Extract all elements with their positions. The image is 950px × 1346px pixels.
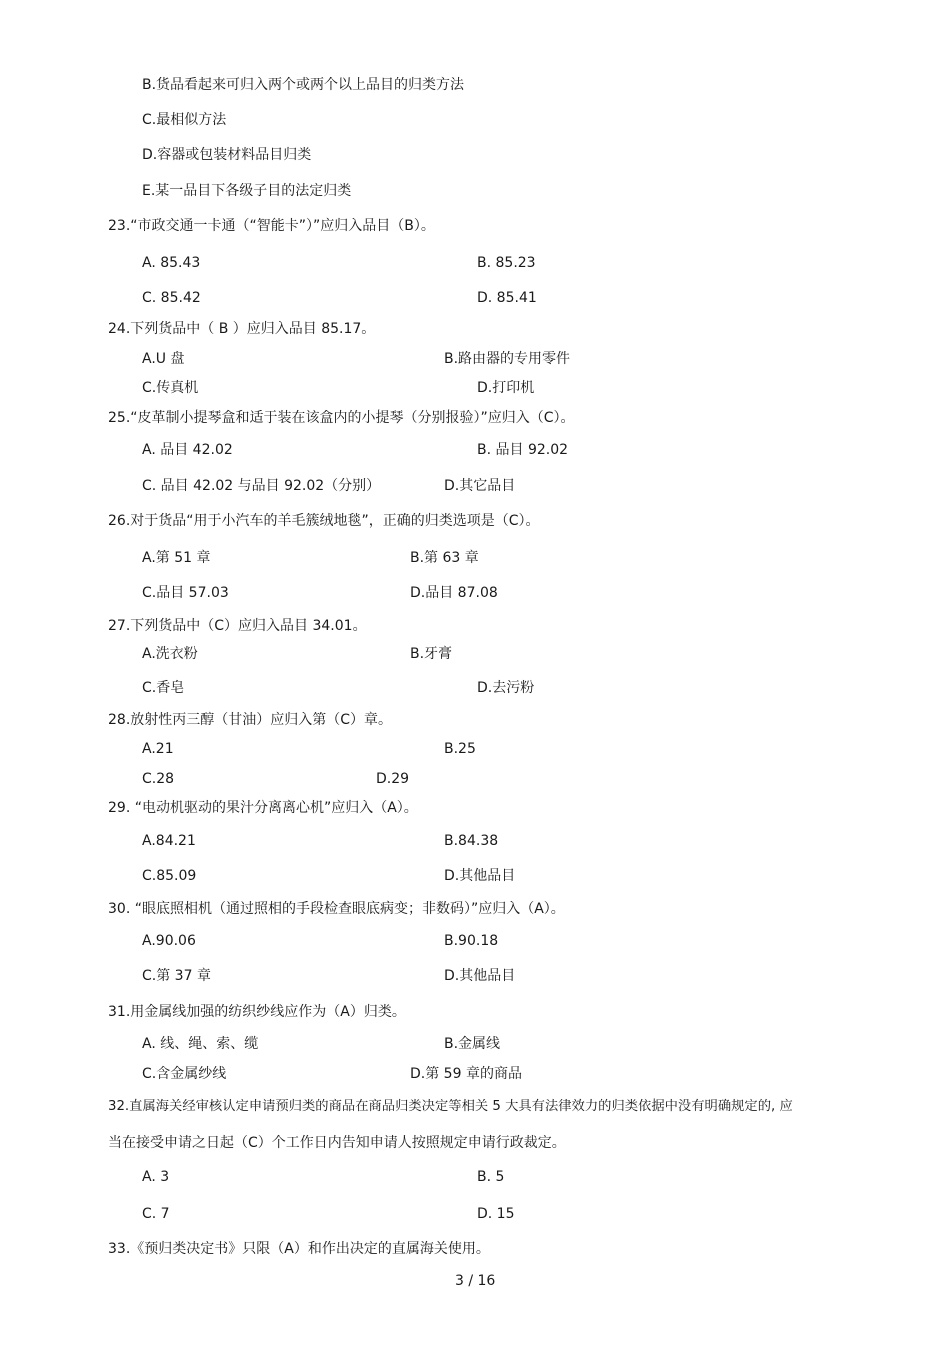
question-31-stem: 31.用金属线加强的纺织纱线应作为（A）归类。 — [108, 1004, 406, 1020]
option-d: D.容器或包装材料品目归类 — [142, 147, 312, 163]
q27-option-c: C.香皂 — [142, 680, 185, 696]
q23-option-a: A. 85.43 — [142, 255, 201, 271]
q27-option-a: A.洗衣粉 — [142, 646, 198, 662]
q30-option-d: D.其他品目 — [444, 968, 516, 984]
question-23-stem: 23.“市政交通一卡通（“智能卡”）”应归入品目（B）。 — [108, 218, 435, 234]
q31-option-d: D.第 59 章的商品 — [410, 1066, 522, 1082]
q30-option-c: C.第 37 章 — [142, 968, 211, 984]
q26-option-c: C.品目 57.03 — [142, 585, 229, 601]
q29-option-b: B.84.38 — [444, 833, 499, 849]
page-number: 3 / 16 — [455, 1273, 496, 1289]
option-e: E.某一品目下各级子目的法定归类 — [142, 183, 352, 199]
q29-option-d: D.其他品目 — [444, 868, 516, 884]
question-26-stem: 26.对于货品“用于小汽车的羊毛簇绒地毯”，正确的归类选项是（C）。 — [108, 513, 540, 529]
q25-option-b: B. 品目 92.02 — [477, 442, 569, 458]
q24-option-b: B.路由器的专用零件 — [444, 351, 571, 367]
q32-option-a: A. 3 — [142, 1169, 170, 1185]
question-33-stem: 33.《预归类决定书》只限（A）和作出决定的直属海关使用。 — [108, 1241, 490, 1257]
q29-option-a: A.84.21 — [142, 833, 196, 849]
q30-option-a: A.90.06 — [142, 933, 196, 949]
q23-option-d: D. 85.41 — [477, 290, 537, 306]
q26-option-b: B.第 63 章 — [410, 550, 479, 566]
q31-option-c: C.含金属纱线 — [142, 1066, 227, 1082]
question-28-stem: 28.放射性丙三醇（甘油）应归入第（C）章。 — [108, 712, 393, 728]
question-30-stem: 30. “眼底照相机（通过照相的手段检查眼底病变；非数码）”应归入（A）。 — [108, 901, 565, 917]
q32-option-d: D. 15 — [477, 1206, 515, 1222]
q23-option-c: C. 85.42 — [142, 290, 201, 306]
q31-option-b: B.金属线 — [444, 1036, 501, 1052]
option-b: B.货品看起来可归入两个或两个以上品目的归类方法 — [142, 77, 465, 93]
q24-option-c: C.传真机 — [142, 380, 199, 396]
q31-option-a: A. 线、绳、索、缆 — [142, 1036, 259, 1052]
question-24-stem: 24.下列货品中（ B ）应归入品目 85.17。 — [108, 321, 376, 337]
question-29-stem: 29. “电动机驱动的果汁分离离心机”应归入（A）。 — [108, 800, 418, 816]
q28-option-d: D.29 — [376, 771, 410, 787]
q28-option-b: B.25 — [444, 741, 476, 757]
question-32-stem-line-2: 当在接受申请之日起（C）个工作日内告知申请人按照规定申请行政裁定。 — [108, 1135, 566, 1151]
question-27-stem: 27.下列货品中（C）应归入品目 34.01。 — [108, 618, 367, 634]
question-25-stem: 25.“皮革制小提琴盒和适于装在该盒内的小提琴（分别报验）”应归入（C）。 — [108, 410, 575, 426]
q28-option-c: C.28 — [142, 771, 175, 787]
q25-option-c: C. 品目 42.02 与品目 92.02（分别） — [142, 478, 381, 494]
q32-option-c: C. 7 — [142, 1206, 170, 1222]
option-c: C.最相似方法 — [142, 112, 227, 128]
q24-option-a: A.U 盘 — [142, 351, 185, 367]
q26-option-d: D.品目 87.08 — [410, 585, 498, 601]
q23-option-b: B. 85.23 — [477, 255, 536, 271]
q25-option-a: A. 品目 42.02 — [142, 442, 233, 458]
q29-option-c: C.85.09 — [142, 868, 197, 884]
q32-option-b: B. 5 — [477, 1169, 505, 1185]
q27-option-d: D.去污粉 — [477, 680, 535, 696]
q28-option-a: A.21 — [142, 741, 174, 757]
question-32-stem-line-1: 32.直属海关经审核认定申请预归类的商品在商品归类决定等相关 5 大具有法律效力的归类依据中没有明确规定的, 应 — [108, 1099, 793, 1114]
q30-option-b: B.90.18 — [444, 933, 499, 949]
q25-option-d: D.其它品目 — [444, 478, 516, 494]
q27-option-b: B.牙膏 — [410, 646, 453, 662]
q24-option-d: D.打印机 — [477, 380, 535, 396]
q26-option-a: A.第 51 章 — [142, 550, 211, 566]
